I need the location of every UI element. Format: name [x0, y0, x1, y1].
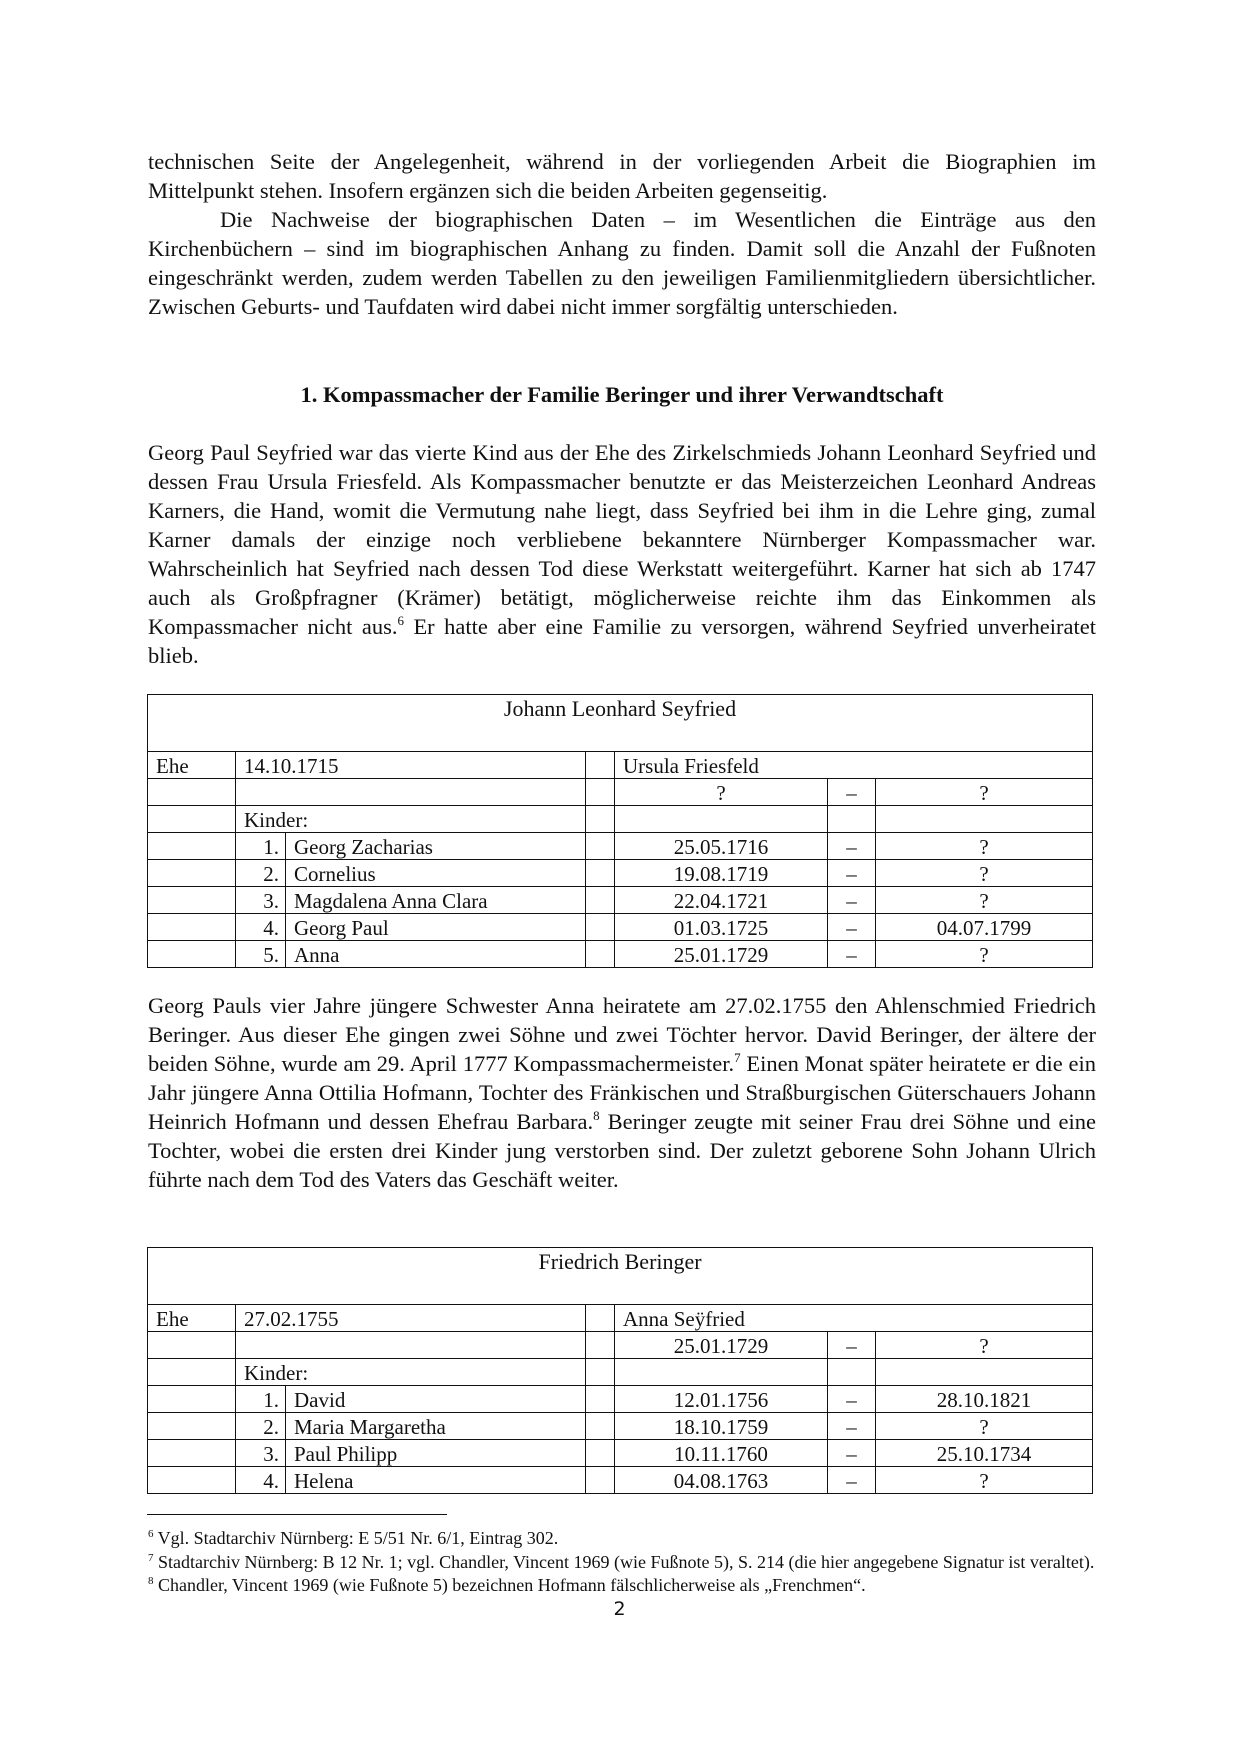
child-death: ?: [876, 941, 1093, 968]
date-separator: –: [828, 941, 876, 968]
child-number: 2.: [236, 860, 286, 887]
spouse-name: Ursula Friesfeld: [615, 752, 1093, 779]
date-separator: –: [828, 1386, 876, 1413]
footnote-ref-6[interactable]: 6: [397, 613, 404, 628]
footnote-7: [148, 1551, 1096, 1575]
spouse-name: Anna Seÿfried: [615, 1305, 1093, 1332]
child-death: ?: [876, 887, 1093, 914]
child-death: ?: [876, 1413, 1093, 1440]
children-label-row: [148, 806, 1093, 833]
intro-paragraph-2: Die Nachweise der biographischen Daten – im Wesentlichen die Einträge aus den Kirchenbüchern – sind im biographischen Anhang zu finden. Damit soll die Anzahl der Fußnoten eingeschränkt werden, zudem werden Tabellen zu den jeweiligen Familienmitgliedern übersichtlicher. Zwischen Geburts- und Taufdaten wird dabei nicht immer sorgfältig unterschieden.: [148, 207, 1096, 319]
child-name: Paul Philipp: [286, 1440, 586, 1467]
child-death: 04.07.1799: [876, 914, 1093, 941]
table-row: [148, 1413, 1093, 1440]
table-title: Johann Leonhard Seyfried: [148, 695, 1093, 752]
marriage-row: [148, 752, 1093, 779]
spacer-cell: [586, 752, 615, 779]
children-label: Kinder:: [236, 806, 586, 833]
footnote-number: 8: [148, 1575, 154, 1587]
child-number: 5.: [236, 941, 286, 968]
footnotes: [148, 1527, 1096, 1598]
child-birth: 19.08.1719: [615, 860, 828, 887]
child-number: 2.: [236, 1413, 286, 1440]
spacer-cell: [586, 1305, 615, 1332]
spouse-dates-row: [148, 1332, 1093, 1359]
footnote-separator: [147, 1514, 447, 1515]
footnote-text: Chandler, Vincent 1969 (wie Fußnote 5) bezeichnen Hofmann fälschlicherweise als „Frenchmen“.: [153, 1575, 866, 1595]
date-separator: –: [828, 887, 876, 914]
date-separator: –: [828, 779, 876, 806]
child-birth: 25.05.1716: [615, 833, 828, 860]
paragraph-text: Einen Monat später heiratete er die ein Jahr jüngere Anna Ottilia Hofmann, Tochter des Fränkischen und Straßburgischen Güterschauers Johann Heinrich Hofmann und dessen Ehefrau Barbara.: [148, 1051, 1096, 1134]
marriage-date: 14.10.1715: [236, 752, 586, 779]
child-name: Cornelius: [286, 860, 586, 887]
child-birth: 01.03.1725: [615, 914, 828, 941]
footnote-ref-7[interactable]: 7: [734, 1050, 741, 1065]
spouse-death: ?: [876, 779, 1093, 806]
child-death: 28.10.1821: [876, 1386, 1093, 1413]
table-row: [148, 941, 1093, 968]
table-row: [148, 914, 1093, 941]
date-separator: –: [828, 860, 876, 887]
family-table-seyfried: [147, 694, 1093, 968]
child-death: ?: [876, 1467, 1093, 1494]
child-name: Georg Paul: [286, 914, 586, 941]
child-number: 4.: [236, 1467, 286, 1494]
date-separator: –: [828, 1332, 876, 1359]
footnote-text: Stadtarchiv Nürnberg: B 12 Nr. 1; vgl. Chandler, Vincent 1969 (wie Fußnote 5), S. 214 (die hier angegebene Signatur ist veraltet).: [153, 1551, 1095, 1572]
children-label-row: [148, 1359, 1093, 1386]
child-birth: 25.01.1729: [615, 941, 828, 968]
table-title-row: [148, 695, 1093, 752]
marriage-label: Ehe: [148, 1305, 236, 1332]
child-name: Magdalena Anna Clara: [286, 887, 586, 914]
child-birth: 22.04.1721: [615, 887, 828, 914]
table-row: [148, 833, 1093, 860]
date-separator: –: [828, 833, 876, 860]
child-death: ?: [876, 860, 1093, 887]
child-number: 1.: [236, 1386, 286, 1413]
child-birth: 18.10.1759: [615, 1413, 828, 1440]
child-number: 3.: [236, 887, 286, 914]
child-death: ?: [876, 833, 1093, 860]
footnote-text: Vgl. Stadtarchiv Nürnberg: E 5/51 Nr. 6/1, Eintrag 302.: [153, 1528, 559, 1548]
date-separator: –: [828, 914, 876, 941]
child-number: 1.: [236, 833, 286, 860]
section-paragraph-2: [148, 991, 1096, 1194]
table-title: Friedrich Beringer: [148, 1248, 1093, 1305]
child-birth: 12.01.1756: [615, 1386, 828, 1413]
paragraph-text: Georg Paul Seyfried war das vierte Kind aus der Ehe des Zirkelschmieds Johann Leonhard Seyfried und dessen Frau Ursula Friesfeld. Als Kompassmacher benutzte er das Meisterzeichen Leonhard Andreas Karners, die Hand, womit die Vermutung nahe liegt, dass Seyfried bei ihm in die Lehre ging, zumal Karner damals der einzige noch verbliebene bekanntere Nürnberger Kompassmacher war. Wahrscheinlich hat Seyfried nach dessen Tod diese Werkstatt weitergeführt. Karner hat sich ab 1747 auch als Großpfragner (Krämer) betätigt, möglicherweise reichte ihm das Einkommen als Kompassmacher nicht aus.: [148, 440, 1096, 639]
section-heading: 1. Kompassmacher der Familie Beringer und ihrer Verwandtschaft: [300, 382, 944, 407]
date-separator: –: [828, 1413, 876, 1440]
child-number: 3.: [236, 1440, 286, 1467]
child-name: Maria Margaretha: [286, 1413, 586, 1440]
marriage-label: Ehe: [148, 752, 236, 779]
child-birth: 10.11.1760: [615, 1440, 828, 1467]
marriage-row: [148, 1305, 1093, 1332]
section-paragraph-1: [148, 438, 1096, 670]
marriage-date: 27.02.1755: [236, 1305, 586, 1332]
spouse-birth: 25.01.1729: [615, 1332, 828, 1359]
child-name: Georg Zacharias: [286, 833, 586, 860]
footnote-ref-8[interactable]: 8: [593, 1108, 600, 1123]
spouse-dates-row: [148, 779, 1093, 806]
paragraph-text: Georg Pauls vier Jahre jüngere Schwester Anna heiratete am 27.02.1755 den Ahlenschmied Friedrich Beringer. Aus dieser Ehe gingen zwei Söhne und zwei Töchter hervor. David Beringer, der ältere der beiden Söhne, wurde am 29. April 1777 Kompassmachermeister.: [148, 993, 1096, 1076]
page-number: 2: [613, 1598, 626, 1620]
child-number: 4.: [236, 914, 286, 941]
table-title-row: [148, 1248, 1093, 1305]
spouse-birth: ?: [615, 779, 828, 806]
table-row: [148, 1440, 1093, 1467]
paragraph-text: Beringer zeugte mit seiner Frau drei Söhne und eine Tochter, wobei die ersten drei Kinder jung verstorben sind. Der zuletzt geborene Sohn Johann Ulrich führte nach dem Tod des Vaters das Geschäft weiter.: [148, 1109, 1096, 1192]
footnote-6: [148, 1527, 1096, 1551]
family-table-beringer: [147, 1247, 1093, 1494]
table-row: [148, 860, 1093, 887]
spouse-death: ?: [876, 1332, 1093, 1359]
table-row: [148, 887, 1093, 914]
date-separator: –: [828, 1467, 876, 1494]
children-label: Kinder:: [236, 1359, 586, 1386]
date-separator: –: [828, 1440, 876, 1467]
footnote-number: 7: [148, 1551, 154, 1564]
child-name: David: [286, 1386, 586, 1413]
child-birth: 04.08.1763: [615, 1467, 828, 1494]
paragraph-text: Er hatte aber eine Familie zu versorgen, während Seyfried unverheiratet blieb.: [148, 614, 1097, 668]
child-name: Helena: [286, 1467, 586, 1494]
intro-paragraph-continuation: technischen Seite der Angelegenheit, während in der vorliegenden Arbeit die Biographien im Mittelpunkt stehen. Insofern ergänzen sich die beiden Arbeiten gegenseitig.: [148, 149, 1096, 203]
table-row: [148, 1386, 1093, 1413]
intro-text: [148, 147, 1096, 321]
table-row: [148, 1467, 1093, 1494]
child-name: Anna: [286, 941, 586, 968]
footnote-8: [148, 1574, 1096, 1598]
footnote-number: 6: [148, 1528, 154, 1540]
child-death: 25.10.1734: [876, 1440, 1093, 1467]
